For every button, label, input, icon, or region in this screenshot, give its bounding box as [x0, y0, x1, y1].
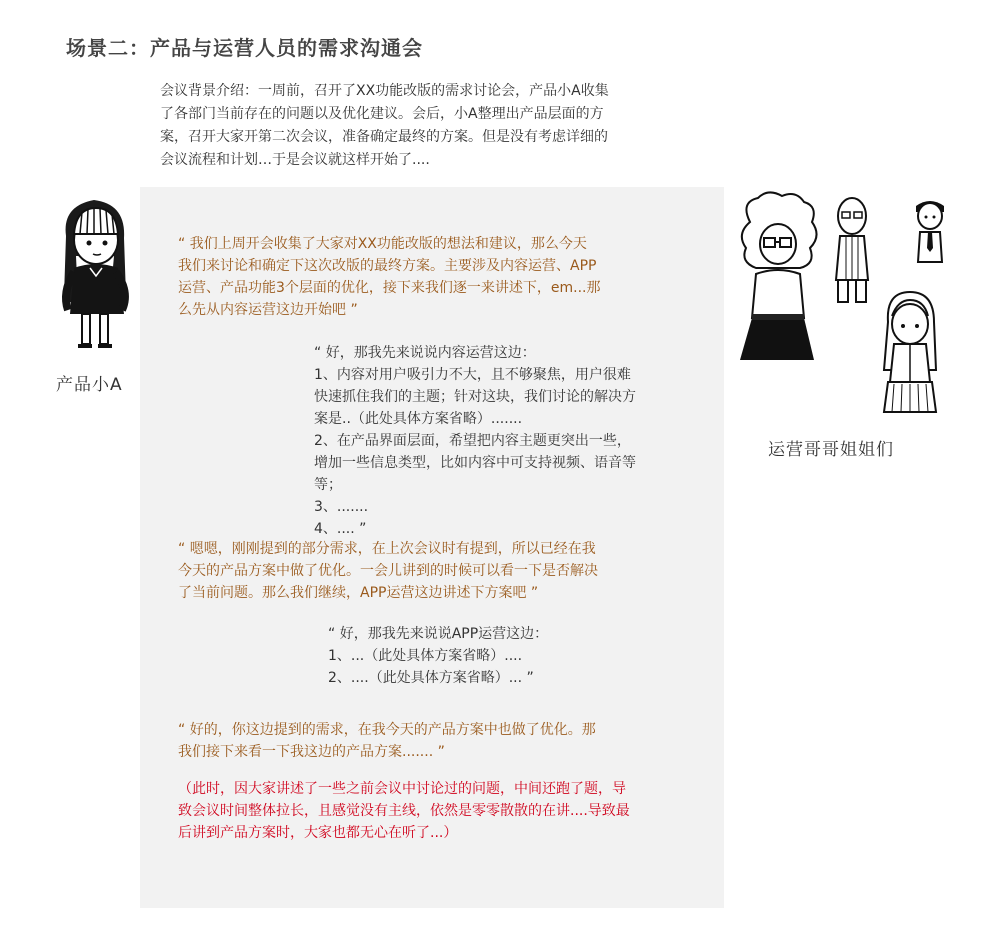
pm-speech-2 [178, 538, 598, 604]
dialogue-line: 我们接下来看一下我这边的产品方案....... ” [178, 744, 445, 760]
note-line: （此时，因大家讲述了一些之前会议中讨论过的问题，中间还跑了题，导 [178, 781, 626, 797]
dialogue-line: “ 好的，你这边提到的需求，在我今天的产品方案中也做了优化。那 [178, 722, 596, 738]
dialogue-panel [140, 187, 724, 908]
dialogue-line: 1、内容对用户吸引力不大，且不够聚焦，用户很难 [314, 367, 631, 383]
dialogue-line: 快速抓住我们的主题；针对这块，我们讨论的解决方 [314, 389, 636, 405]
intro-line: 了各部门当前存在的问题以及优化建议。会后，小A整理出产品层面的方 [160, 106, 604, 122]
dialogue-line: 等； [314, 477, 342, 493]
meeting-intro [160, 80, 650, 172]
dialogue-line: 2、在产品界面层面，希望把内容主题更突出一些， [314, 433, 631, 449]
dialogue-line: 今天的产品方案中做了优化。一会儿讲到的时候可以看一下是否解决 [178, 563, 598, 579]
dialogue-line: 1、...（此处具体方案省略）.... [328, 648, 523, 664]
dialogue-line: “ 好，那我先来说说APP运营这边： [328, 626, 549, 642]
intro-line: 案，召开大家开第二次会议，准备确定最终的方案。但是没有考虑详细的 [160, 129, 608, 145]
dialogue-line: 增加一些信息类型，比如内容中可支持视频、语音等 [314, 455, 636, 471]
note-line: 致会议时间整体拉长，且感觉没有主线，依然是零零散散的在讲....导致最 [178, 803, 630, 819]
operations-team-illustration [738, 192, 948, 414]
intro-line: 会议背景介绍：一周前，召开了XX功能改版的需求讨论会，产品小A收集 [160, 83, 609, 99]
dialogue-line: 运营、产品功能3个层面的优化，接下来我们逐一来讲述下，em...那 [178, 280, 601, 296]
pm-speech-1 [178, 233, 601, 321]
ops-speech-1 [314, 342, 636, 540]
intro-line: 会议流程和计划…于是会议就这样开始了.... [160, 152, 430, 168]
dialogue-line: 案是..（此处具体方案省略）....... [314, 411, 523, 427]
pm-speech-3 [178, 719, 596, 763]
dialogue-line: 4、.... ” [314, 521, 367, 537]
product-manager-label: 产品小A [56, 375, 123, 395]
narrator-note [178, 778, 630, 844]
page-title: 场景二：产品与运营人员的需求沟通会 [66, 36, 423, 60]
dialogue-line: 我们来讨论和确定下这次改版的最终方案。主要涉及内容运营、APP [178, 258, 597, 274]
dialogue-line: “ 嗯嗯，刚刚提到的部分需求，在上次会议时有提到，所以已经在我 [178, 541, 596, 557]
product-manager-illustration [56, 196, 132, 352]
operations-team-label: 运营哥哥姐姐们 [768, 440, 894, 460]
dialogue-line: 2、....（此处具体方案省略）... ” [328, 670, 534, 686]
note-line: 后讲到产品方案时，大家也都无心在听了...） [178, 825, 458, 841]
dialogue-line: 3、....... [314, 499, 369, 515]
ops-speech-2 [328, 623, 548, 689]
dialogue-line: “ 我们上周开会收集了大家对XX功能改版的想法和建议，那么今天 [178, 236, 587, 252]
dialogue-line: 了当前问题。那么我们继续，APP运营这边讲述下方案吧 ” [178, 585, 539, 601]
dialogue-line: “ 好，那我先来说说内容运营这边： [314, 345, 536, 361]
dialogue-line: 么先从内容运营这边开始吧 ” [178, 302, 358, 318]
